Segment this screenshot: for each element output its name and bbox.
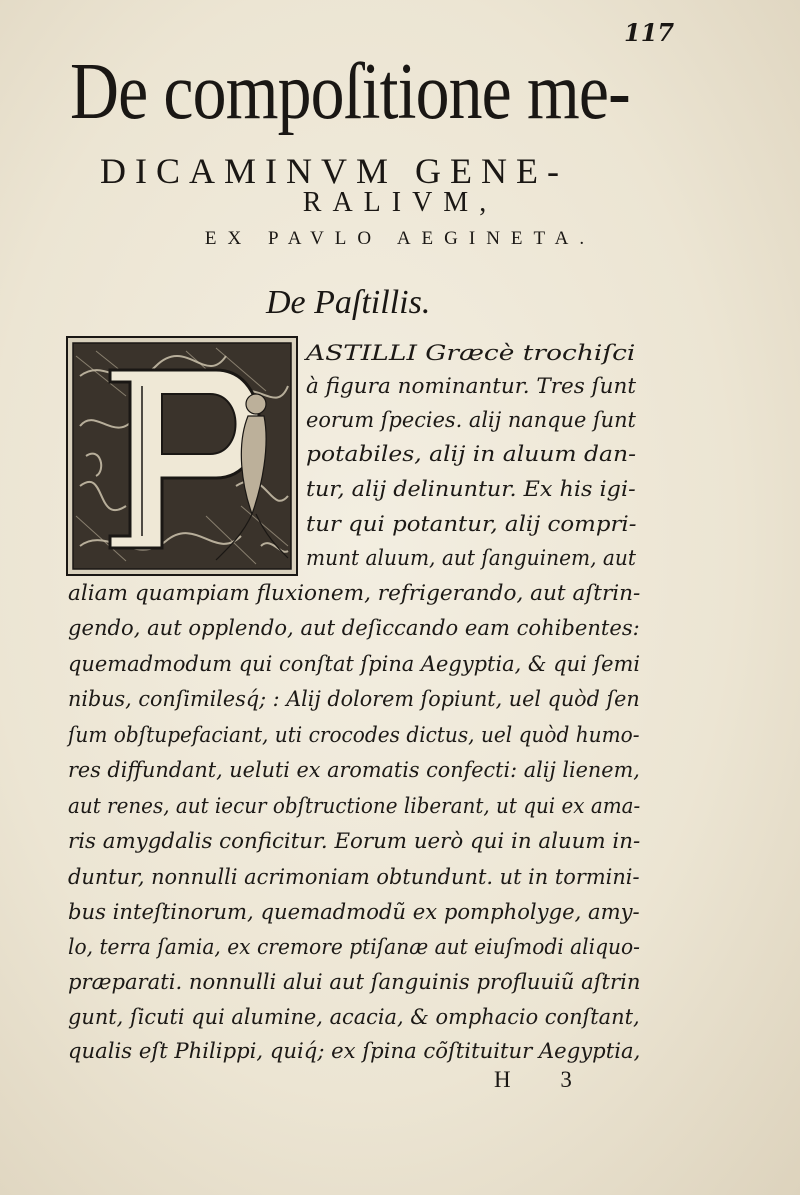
text-line: bus inteſtinorum, quemadmodũ ex pompholyge, amy-	[68, 900, 640, 924]
text-line: lo, terra ſamia, ex cremore ptiſanæ aut eiuſmodi aliquo-	[68, 935, 640, 959]
text-line: ris amygdalis conficitur. Eorum uerò qui in aluum in-	[68, 829, 641, 853]
decorated-initial-image	[66, 336, 298, 576]
text-line: munt aluum, aut ſanguinem, aut	[306, 546, 636, 570]
signature-mark: H 3	[494, 1067, 594, 1092]
page-number: 117	[624, 18, 675, 47]
title-line-3: RALIVM,	[302, 187, 498, 218]
text-line: gunt, ſicuti qui alumine, acacia, & omphacio conſtant,	[68, 1005, 640, 1029]
text-line: nibus, conſimilesq́; : Alij dolorem ſopiunt, uel quòd ſen	[68, 687, 640, 711]
section-heading: De Paſtillis.	[266, 284, 431, 321]
text-line: duntur, nonnulli acrimoniam obtundunt. ut in tormini-	[68, 865, 640, 889]
text-line: quemadmodum qui conſtat ſpina Aegyptia, & qui ſemi	[68, 652, 641, 676]
text-line: ſum obſtupefaciant, uti crocodes dictus, uel quòd humo-	[68, 723, 640, 747]
text-line: tur, alij delinuntur. Ex his igi-	[306, 477, 636, 501]
text-line: gendo, aut opplendo, aut deſiccando eam cohibentes:	[68, 616, 640, 640]
title-line-4: EX PAVLO AEGINETA.	[204, 228, 596, 249]
text-line: à figura nominantur. Tres ſunt	[306, 374, 637, 398]
text-line: præparati. nonnulli alui aut ſanguinis profluuiũ aſtrin	[68, 970, 641, 994]
text-line: aliam quampiam fluxionem, refrigerando, aut aſtrin-	[68, 581, 641, 605]
title-line-2: DICAMINVM GENE-	[100, 151, 568, 191]
text-line: aut renes, aut iecur obſtructione liberant, ut qui ex ama-	[68, 794, 641, 818]
text-line: eorum ſpecies. alij nanque ſunt	[306, 408, 636, 432]
text-line: potabiles, alij in aluum dan-	[306, 442, 636, 466]
text-line: res diffundant, ueluti ex aromatis confecti: alij lienem,	[68, 758, 640, 782]
decorated-initial	[66, 336, 298, 576]
title-line-1: De compoſitione me-	[70, 48, 630, 136]
text-line: ASTILLI Græcè trochiſci	[306, 341, 636, 365]
text-line: qualis eſt Philippi, quiq́; ex ſpina cõſtituitur Aegyptia,	[68, 1039, 641, 1063]
text-line: tur qui potantur, alij compri-	[306, 512, 637, 536]
